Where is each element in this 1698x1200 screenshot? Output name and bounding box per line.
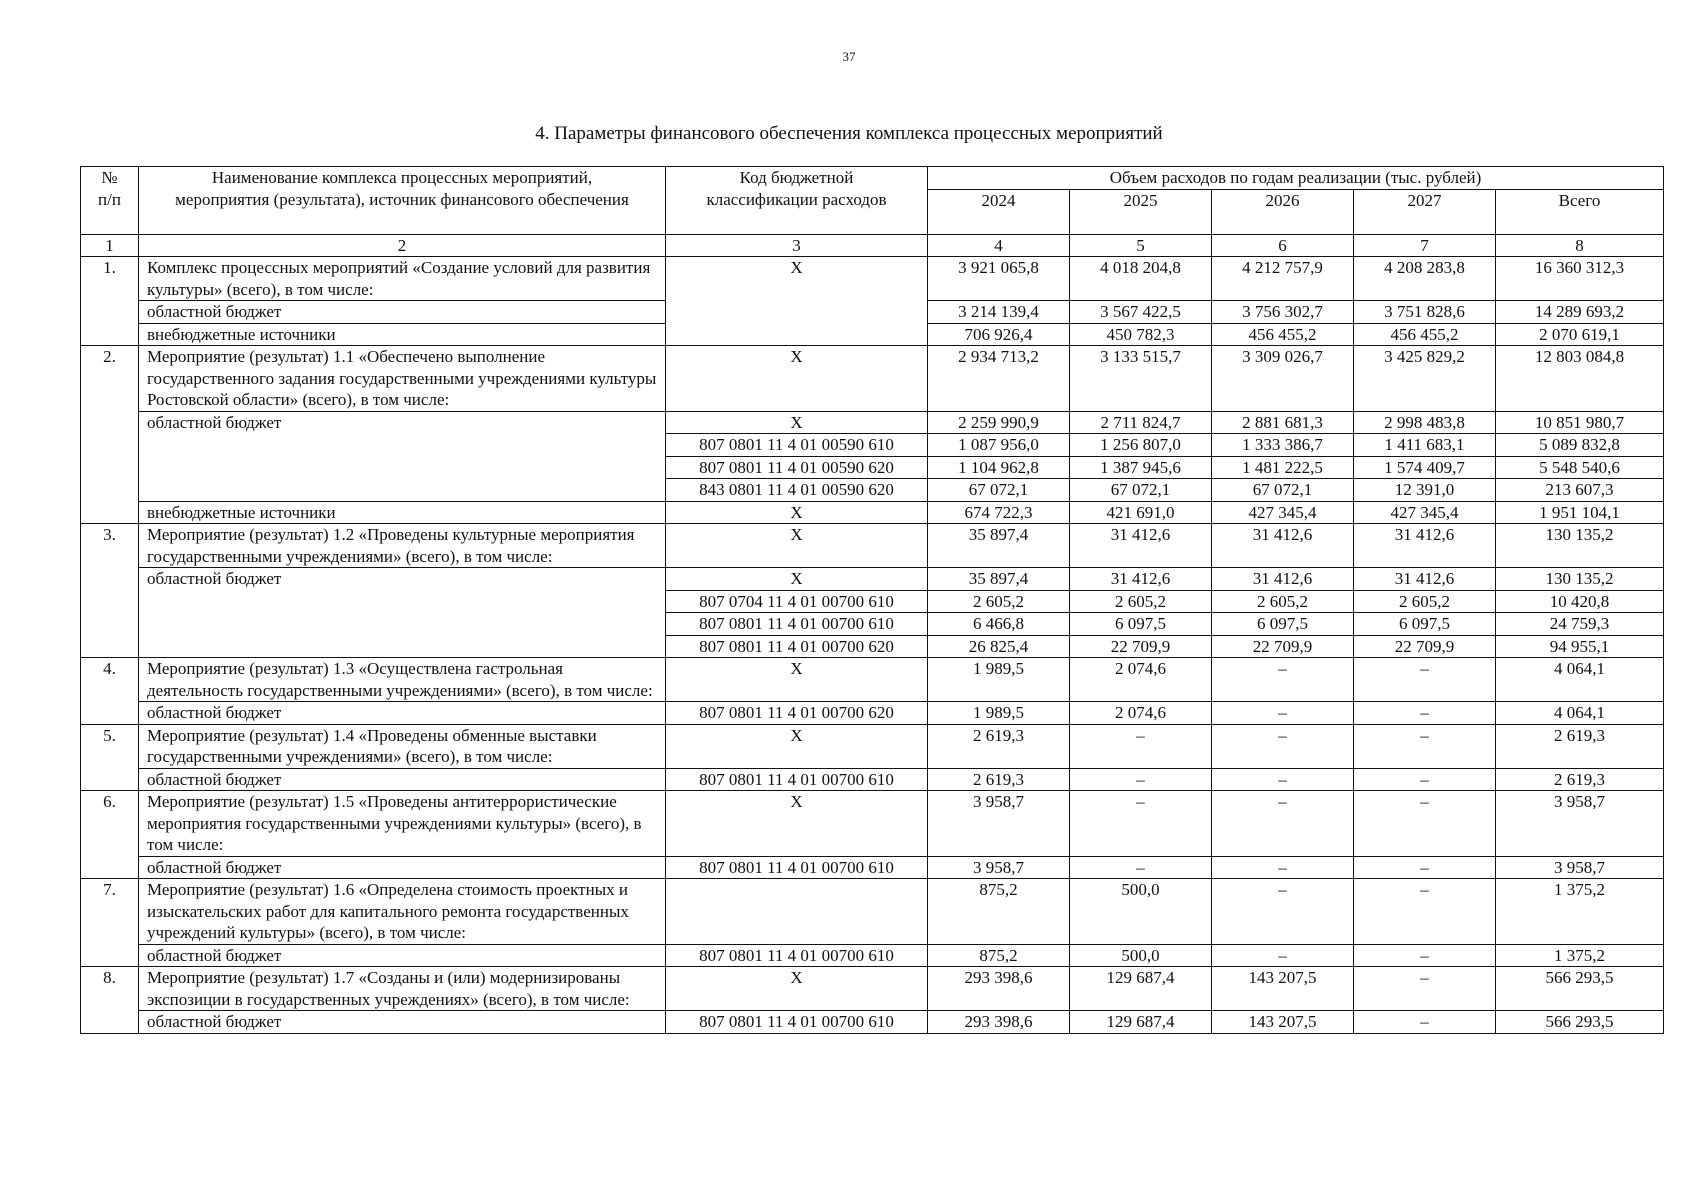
total-cell: 24 759,3 bbox=[1496, 613, 1664, 636]
code-cell: 807 0801 11 4 01 00590 610 bbox=[666, 434, 928, 457]
value-cell: 3 567 422,5 bbox=[1070, 301, 1212, 324]
code-cell: 807 0801 11 4 01 00700 610 bbox=[666, 768, 928, 791]
code-cell: X bbox=[666, 791, 928, 857]
value-cell: 67 072,1 bbox=[1212, 479, 1354, 502]
header-year: 2025 bbox=[1070, 189, 1212, 234]
value-cell: 3 133 515,7 bbox=[1070, 346, 1212, 412]
value-cell: 2 619,3 bbox=[928, 724, 1070, 768]
value-cell: 1 333 386,7 bbox=[1212, 434, 1354, 457]
table-row bbox=[81, 879, 1664, 945]
value-cell: 456 455,2 bbox=[1354, 323, 1496, 346]
value-cell: 3 425 829,2 bbox=[1354, 346, 1496, 412]
value-cell: – bbox=[1354, 944, 1496, 967]
value-cell: 3 309 026,7 bbox=[1212, 346, 1354, 412]
value-cell: 450 782,3 bbox=[1070, 323, 1212, 346]
value-cell: – bbox=[1354, 1011, 1496, 1034]
value-cell: – bbox=[1354, 724, 1496, 768]
value-cell: 31 412,6 bbox=[1070, 524, 1212, 568]
table-row bbox=[81, 702, 1664, 725]
value-cell: 2 605,2 bbox=[1070, 590, 1212, 613]
table-row bbox=[81, 944, 1664, 967]
col-number: 2 bbox=[139, 234, 666, 257]
row-number: 7. bbox=[81, 879, 139, 967]
header-year: 2026 bbox=[1212, 189, 1354, 234]
table-row bbox=[81, 658, 1664, 702]
total-cell: 4 064,1 bbox=[1496, 658, 1664, 702]
value-cell: – bbox=[1070, 791, 1212, 857]
table-row bbox=[81, 257, 1664, 301]
value-cell: 1 387 945,6 bbox=[1070, 456, 1212, 479]
row-title: Мероприятие (результат) 1.2 «Проведены культурные мероприятия государственными учреждениями» (всего), в том числе: bbox=[139, 524, 666, 568]
value-cell: – bbox=[1212, 856, 1354, 879]
code-cell: 807 0801 11 4 01 00700 620 bbox=[666, 702, 928, 725]
value-cell: 1 087 956,0 bbox=[928, 434, 1070, 457]
total-cell: 10 420,8 bbox=[1496, 590, 1664, 613]
total-cell: 3 958,7 bbox=[1496, 791, 1664, 857]
value-cell: 2 074,6 bbox=[1070, 702, 1212, 725]
total-cell: 130 135,2 bbox=[1496, 568, 1664, 591]
col-number: 4 bbox=[928, 234, 1070, 257]
value-cell: 2 934 713,2 bbox=[928, 346, 1070, 412]
column-numbers-row bbox=[81, 234, 1664, 257]
total-cell: 1 951 104,1 bbox=[1496, 501, 1664, 524]
code-cell: 843 0801 11 4 01 00590 620 bbox=[666, 479, 928, 502]
code-cell: X bbox=[666, 524, 928, 568]
value-cell: 129 687,4 bbox=[1070, 967, 1212, 1011]
header-row bbox=[81, 167, 1664, 190]
col-number: 5 bbox=[1070, 234, 1212, 257]
total-cell: 2 619,3 bbox=[1496, 768, 1664, 791]
value-cell: 500,0 bbox=[1070, 879, 1212, 945]
value-cell: 2 605,2 bbox=[1354, 590, 1496, 613]
value-cell: 2 605,2 bbox=[1212, 590, 1354, 613]
value-cell: – bbox=[1070, 856, 1212, 879]
value-cell: 3 214 139,4 bbox=[928, 301, 1070, 324]
value-cell: 22 709,9 bbox=[1070, 635, 1212, 658]
value-cell: 706 926,4 bbox=[928, 323, 1070, 346]
source-name: областной бюджет bbox=[139, 702, 666, 725]
source-name: внебюджетные источники bbox=[139, 323, 666, 346]
table-row bbox=[81, 768, 1664, 791]
code-cell: X bbox=[666, 967, 928, 1011]
table-row bbox=[81, 724, 1664, 768]
table-row bbox=[81, 346, 1664, 412]
value-cell: 22 709,9 bbox=[1212, 635, 1354, 658]
code-cell: 807 0801 11 4 01 00700 610 bbox=[666, 1011, 928, 1034]
source-name: областной бюджет bbox=[139, 411, 666, 501]
row-number: 4. bbox=[81, 658, 139, 725]
table-row bbox=[81, 1011, 1664, 1034]
header-name: Наименование комплекса процессных мероприятий, мероприятия (результата), источник финансового обеспечения bbox=[139, 167, 666, 235]
value-cell: – bbox=[1354, 791, 1496, 857]
code-cell: 807 0801 11 4 01 00590 620 bbox=[666, 456, 928, 479]
value-cell: 421 691,0 bbox=[1070, 501, 1212, 524]
value-cell: 129 687,4 bbox=[1070, 1011, 1212, 1034]
value-cell: 67 072,1 bbox=[1070, 479, 1212, 502]
code-cell: 807 0801 11 4 01 00700 620 bbox=[666, 635, 928, 658]
value-cell: 456 455,2 bbox=[1212, 323, 1354, 346]
value-cell: 674 722,3 bbox=[928, 501, 1070, 524]
total-cell: 130 135,2 bbox=[1496, 524, 1664, 568]
value-cell: 293 398,6 bbox=[928, 967, 1070, 1011]
value-cell: 31 412,6 bbox=[1354, 524, 1496, 568]
total-cell: 1 375,2 bbox=[1496, 879, 1664, 945]
page-number: 37 bbox=[842, 49, 856, 64]
row-number: 5. bbox=[81, 724, 139, 791]
source-name: областной бюджет bbox=[139, 301, 666, 324]
value-cell: 875,2 bbox=[928, 944, 1070, 967]
value-cell: – bbox=[1212, 879, 1354, 945]
total-cell: 10 851 980,7 bbox=[1496, 411, 1664, 434]
table-row bbox=[81, 791, 1664, 857]
header-group: Объем расходов по годам реализации (тыс. рублей) bbox=[928, 167, 1664, 190]
value-cell: 2 998 483,8 bbox=[1354, 411, 1496, 434]
code-cell: X bbox=[666, 501, 928, 524]
header-num-line1: № bbox=[101, 168, 118, 187]
table-row bbox=[81, 856, 1664, 879]
header-code: Код бюджетной классификации расходов bbox=[666, 167, 928, 235]
value-cell: 2 605,2 bbox=[928, 590, 1070, 613]
total-cell: 213 607,3 bbox=[1496, 479, 1664, 502]
total-cell: 16 360 312,3 bbox=[1496, 257, 1664, 301]
value-cell: – bbox=[1212, 658, 1354, 702]
value-cell: 6 097,5 bbox=[1354, 613, 1496, 636]
value-cell: 6 097,5 bbox=[1212, 613, 1354, 636]
header-total: Всего bbox=[1496, 189, 1664, 234]
row-title: Мероприятие (результат) 1.4 «Проведены обменные выставки государственными учреждениями» (всего), в том числе: bbox=[139, 724, 666, 768]
value-cell: 22 709,9 bbox=[1354, 635, 1496, 658]
value-cell: 875,2 bbox=[928, 879, 1070, 945]
row-number: 1. bbox=[81, 257, 139, 346]
value-cell: 2 711 824,7 bbox=[1070, 411, 1212, 434]
row-title: Мероприятие (результат) 1.5 «Проведены антитеррористические мероприятия государственными учреждениями культуры» (всего), в том числе: bbox=[139, 791, 666, 857]
code-cell: 807 0801 11 4 01 00700 610 bbox=[666, 944, 928, 967]
row-number: 8. bbox=[81, 967, 139, 1034]
total-cell: 5 089 832,8 bbox=[1496, 434, 1664, 457]
value-cell: – bbox=[1212, 944, 1354, 967]
table-row bbox=[81, 501, 1664, 524]
value-cell: 1 481 222,5 bbox=[1212, 456, 1354, 479]
total-cell: 2 070 619,1 bbox=[1496, 323, 1664, 346]
code-cell: X bbox=[666, 411, 928, 434]
value-cell: 67 072,1 bbox=[928, 479, 1070, 502]
value-cell: 31 412,6 bbox=[1070, 568, 1212, 591]
value-cell: – bbox=[1212, 702, 1354, 725]
value-cell: – bbox=[1070, 724, 1212, 768]
value-cell: 31 412,6 bbox=[1354, 568, 1496, 591]
table-row bbox=[81, 524, 1664, 568]
source-name: областной бюджет bbox=[139, 1011, 666, 1034]
value-cell: 1 411 683,1 bbox=[1354, 434, 1496, 457]
value-cell: – bbox=[1354, 702, 1496, 725]
value-cell: – bbox=[1354, 856, 1496, 879]
source-name: внебюджетные источники bbox=[139, 501, 666, 524]
value-cell: 4 212 757,9 bbox=[1212, 257, 1354, 301]
value-cell: – bbox=[1354, 879, 1496, 945]
row-title: Мероприятие (результат) 1.3 «Осуществлена гастрольная деятельность государственными учреждениями» (всего), в том числе: bbox=[139, 658, 666, 702]
value-cell: 6 097,5 bbox=[1070, 613, 1212, 636]
code-cell: X bbox=[666, 257, 928, 346]
value-cell: 31 412,6 bbox=[1212, 524, 1354, 568]
header-year: 2024 bbox=[928, 189, 1070, 234]
value-cell: 3 958,7 bbox=[928, 791, 1070, 857]
col-number: 1 bbox=[81, 234, 139, 257]
row-title: Комплекс процессных мероприятий «Создание условий для развития культуры» (всего), в том числе: bbox=[139, 257, 666, 301]
row-number: 3. bbox=[81, 524, 139, 658]
total-cell: 14 289 693,2 bbox=[1496, 301, 1664, 324]
header-num bbox=[81, 167, 139, 235]
code-cell bbox=[666, 879, 928, 945]
value-cell: 4 208 283,8 bbox=[1354, 257, 1496, 301]
col-number: 3 bbox=[666, 234, 928, 257]
total-cell: 12 803 084,8 bbox=[1496, 346, 1664, 412]
source-name: областной бюджет bbox=[139, 768, 666, 791]
value-cell: 3 756 302,7 bbox=[1212, 301, 1354, 324]
total-cell: 1 375,2 bbox=[1496, 944, 1664, 967]
source-name: областной бюджет bbox=[139, 856, 666, 879]
value-cell: 143 207,5 bbox=[1212, 967, 1354, 1011]
value-cell: 2 074,6 bbox=[1070, 658, 1212, 702]
value-cell: 293 398,6 bbox=[928, 1011, 1070, 1034]
code-cell: 807 0801 11 4 01 00700 610 bbox=[666, 856, 928, 879]
section-title: 4. Параметры финансового обеспечения комплекса процессных мероприятий bbox=[535, 123, 1163, 144]
total-cell: 94 955,1 bbox=[1496, 635, 1664, 658]
row-title: Мероприятие (результат) 1.6 «Определена стоимость проектных и изыскательских работ для капитального ремонта государственных учреждений культуры» (всего), в том числе: bbox=[139, 879, 666, 945]
value-cell: 1 256 807,0 bbox=[1070, 434, 1212, 457]
value-cell: 1 989,5 bbox=[928, 658, 1070, 702]
code-cell: X bbox=[666, 724, 928, 768]
total-cell: 566 293,5 bbox=[1496, 1011, 1664, 1034]
value-cell: – bbox=[1354, 967, 1496, 1011]
code-cell: 807 0801 11 4 01 00700 610 bbox=[666, 613, 928, 636]
row-title: Мероприятие (результат) 1.1 «Обеспечено выполнение государственного задания государственными учреждениями культуры Ростовской области» (всего), в том числе: bbox=[139, 346, 666, 412]
code-cell: X bbox=[666, 658, 928, 702]
total-cell: 566 293,5 bbox=[1496, 967, 1664, 1011]
value-cell: 26 825,4 bbox=[928, 635, 1070, 658]
value-cell: – bbox=[1354, 768, 1496, 791]
row-number: 6. bbox=[81, 791, 139, 879]
financing-table bbox=[80, 166, 1664, 1034]
header-year: 2027 bbox=[1354, 189, 1496, 234]
total-cell: 2 619,3 bbox=[1496, 724, 1664, 768]
value-cell: 427 345,4 bbox=[1212, 501, 1354, 524]
col-number: 7 bbox=[1354, 234, 1496, 257]
header-num-line2: п/п bbox=[98, 189, 121, 209]
table-row bbox=[81, 411, 1664, 434]
total-cell: 5 548 540,6 bbox=[1496, 456, 1664, 479]
value-cell: 1 104 962,8 bbox=[928, 456, 1070, 479]
code-cell: 807 0704 11 4 01 00700 610 bbox=[666, 590, 928, 613]
value-cell: 31 412,6 bbox=[1212, 568, 1354, 591]
value-cell: 4 018 204,8 bbox=[1070, 257, 1212, 301]
value-cell: 2 259 990,9 bbox=[928, 411, 1070, 434]
value-cell: – bbox=[1212, 768, 1354, 791]
total-cell: 3 958,7 bbox=[1496, 856, 1664, 879]
value-cell: 1 989,5 bbox=[928, 702, 1070, 725]
value-cell: – bbox=[1354, 658, 1496, 702]
value-cell: 3 751 828,6 bbox=[1354, 301, 1496, 324]
value-cell: 3 921 065,8 bbox=[928, 257, 1070, 301]
table-row bbox=[81, 967, 1664, 1011]
value-cell: 35 897,4 bbox=[928, 524, 1070, 568]
value-cell: 6 466,8 bbox=[928, 613, 1070, 636]
value-cell: 2 619,3 bbox=[928, 768, 1070, 791]
code-cell: X bbox=[666, 568, 928, 591]
value-cell: 2 881 681,3 bbox=[1212, 411, 1354, 434]
value-cell: 35 897,4 bbox=[928, 568, 1070, 591]
value-cell: – bbox=[1212, 791, 1354, 857]
value-cell: 143 207,5 bbox=[1212, 1011, 1354, 1034]
total-cell: 4 064,1 bbox=[1496, 702, 1664, 725]
value-cell: 500,0 bbox=[1070, 944, 1212, 967]
value-cell: 12 391,0 bbox=[1354, 479, 1496, 502]
col-number: 6 bbox=[1212, 234, 1354, 257]
table-row bbox=[81, 568, 1664, 591]
code-cell: X bbox=[666, 346, 928, 412]
source-name: областной бюджет bbox=[139, 944, 666, 967]
value-cell: – bbox=[1212, 724, 1354, 768]
value-cell: – bbox=[1070, 768, 1212, 791]
row-title: Мероприятие (результат) 1.7 «Созданы и (или) модернизированы экспозиции в государственных учреждениях» (всего), в том числе: bbox=[139, 967, 666, 1011]
value-cell: 427 345,4 bbox=[1354, 501, 1496, 524]
value-cell: 3 958,7 bbox=[928, 856, 1070, 879]
row-number: 2. bbox=[81, 346, 139, 524]
source-name: областной бюджет bbox=[139, 568, 666, 658]
col-number: 8 bbox=[1496, 234, 1664, 257]
value-cell: 1 574 409,7 bbox=[1354, 456, 1496, 479]
